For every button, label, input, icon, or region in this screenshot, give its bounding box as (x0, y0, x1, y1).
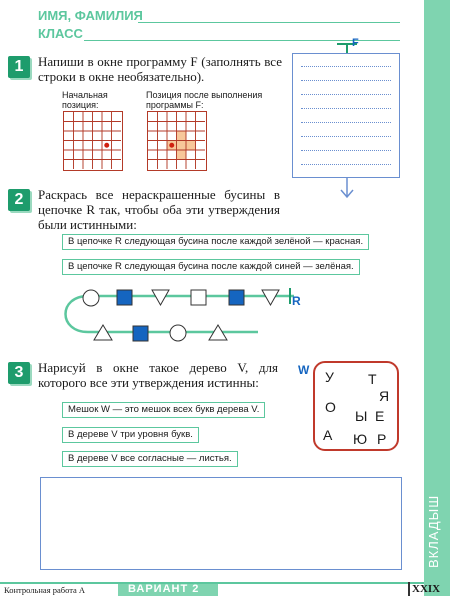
bead-circle[interactable] (170, 325, 186, 341)
after-grid-svg (148, 112, 205, 169)
task3-statement-2: В дереве V три уровня букв. (62, 427, 199, 443)
program-line[interactable] (301, 164, 391, 165)
window-top-stem (346, 43, 348, 53)
bag-label-w: W (298, 363, 310, 377)
bag-letter: У (325, 369, 334, 385)
program-line[interactable] (301, 108, 391, 109)
bead-square-blue (229, 290, 244, 305)
task3-statement-1: Мешок W — это мешок всех букв дерева V. (62, 402, 265, 418)
program-line[interactable] (301, 80, 391, 81)
window-label-f: F (352, 37, 359, 49)
robot-dot-after (169, 143, 174, 148)
bag-letter: Т (368, 371, 377, 387)
tree-answer-window[interactable] (40, 477, 402, 570)
bag-letter: Ю (353, 431, 368, 447)
bag-letter: Р (377, 431, 387, 447)
program-line[interactable] (301, 66, 391, 67)
program-line[interactable] (301, 122, 391, 123)
task3-number: 3 (8, 362, 30, 384)
after-position-label: Позиция после выполнения программы F: (146, 90, 263, 110)
class-label: КЛАСС (38, 26, 83, 41)
initial-grid-svg (64, 112, 121, 169)
task2-statement-2: В цепочке R следующая бусина после каждой синей — зелёная. (62, 259, 360, 275)
bag-letter: О (325, 399, 336, 415)
bag-letter: А (323, 427, 333, 443)
footer-page-bar (408, 582, 410, 596)
footer-variant: ВАРИАНТ 2 (128, 583, 200, 595)
footer-test-label: Контрольная работа А (4, 585, 86, 595)
bead-circle[interactable] (83, 290, 99, 306)
bead-triangle[interactable] (152, 290, 169, 305)
footer-page-number: XXIX (412, 583, 441, 595)
bead-square-blue (133, 326, 148, 341)
bag-letter: Е (375, 408, 385, 424)
after-grid (147, 111, 207, 171)
chain-label-r: R (292, 294, 301, 308)
bead-triangle[interactable] (262, 290, 279, 305)
bag-letter: Ы (355, 408, 368, 424)
task1-number: 1 (8, 56, 30, 78)
program-line[interactable] (301, 150, 391, 151)
initial-position-label: Начальная позиция: (62, 90, 108, 110)
bead-chain-r (58, 282, 308, 350)
name-label: ИМЯ, ФАМИЛИЯ (38, 8, 143, 23)
task2-statement-1: В цепочке R следующая бусина после каждой зелёной — красная. (62, 234, 369, 250)
task2-text: Раскрась все нераскрашенные бусины в цепочке R так, чтобы оба эти утверждения были истинными: (38, 187, 280, 232)
program-window-f[interactable] (292, 53, 400, 178)
bag-letter: Я (379, 388, 390, 404)
sidebar-label: ВКЛАДЫШ (426, 494, 441, 568)
name-line[interactable] (138, 22, 400, 23)
initial-grid (63, 111, 123, 171)
robot-dot (104, 143, 109, 148)
letter-bag-w (313, 361, 399, 451)
program-line[interactable] (301, 94, 391, 95)
task1-text: Напиши в окне программу F (заполнять все строки в окне необязательно). (38, 54, 282, 84)
task2-number: 2 (8, 189, 30, 211)
bead-square-blue (117, 290, 132, 305)
task3-text: Нарисуй в окне такое дерево V, для которого все эти утверждения истинны: (38, 360, 278, 390)
window-down-arrow-icon (336, 178, 358, 200)
bead-square[interactable] (191, 290, 206, 305)
program-line[interactable] (301, 136, 391, 137)
footer (0, 582, 450, 596)
task3-statement-3: В дереве V все согласные — листья. (62, 451, 238, 467)
